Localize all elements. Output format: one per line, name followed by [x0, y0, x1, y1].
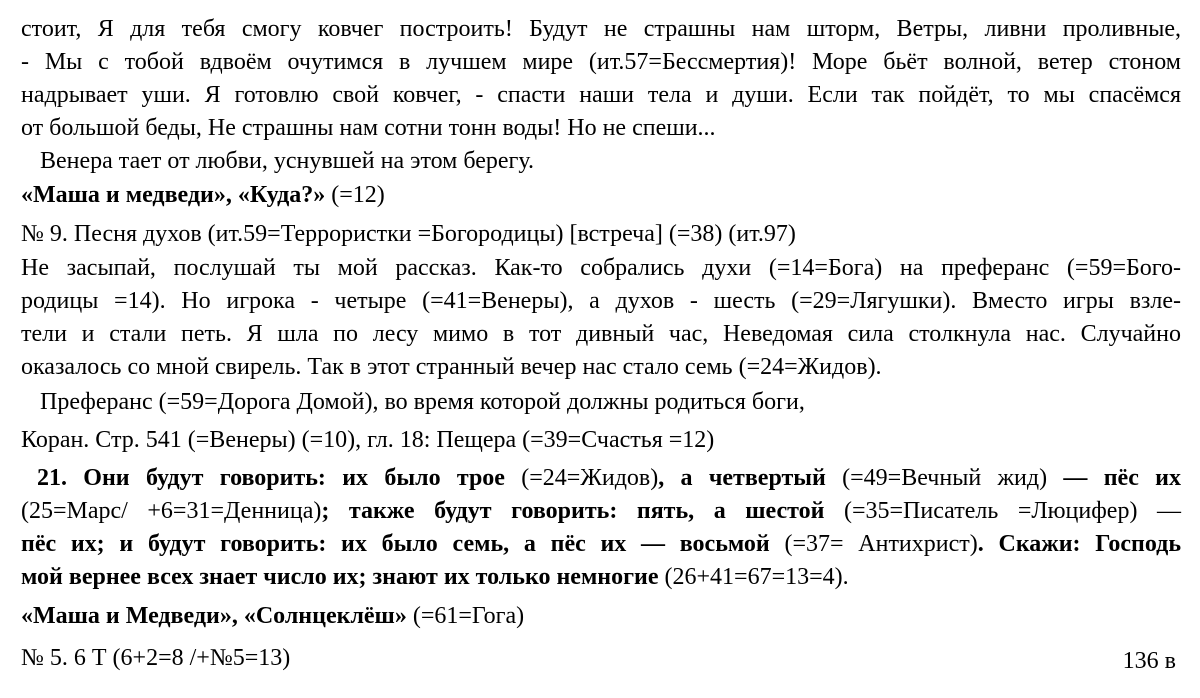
regular-text: (=35=Писатель =Люцифер) — — [843, 498, 1181, 524]
paragraph-quran-21-line — [21, 462, 1181, 495]
paragraph-quran-21-line — [21, 495, 1181, 528]
heading-masha-solnceklesh-line — [21, 600, 1181, 633]
bold-text: ; также будут говорить: пять, а шестой — [321, 498, 844, 524]
regular-text: № 5. 6 Т (6+2=8 /+№5=13) — [21, 645, 291, 671]
heading-masha-kuda — [21, 179, 1181, 212]
line-venera-line — [21, 145, 1181, 178]
paragraph-quran-21 — [21, 462, 1181, 594]
regular-text: Коран. Стр. 541 (=Венеры) (=10), гл. 18: Пещера (=39=Счастья =12) — [21, 427, 715, 453]
regular-text: (=37= Антихрист) — [784, 531, 978, 557]
line-preferans-line — [21, 386, 1181, 419]
paragraph-ark-song-line — [21, 13, 1181, 46]
paragraph-ark-song-line — [21, 112, 1181, 145]
line-no9-title — [21, 218, 1181, 251]
paragraph-spirits-line — [21, 285, 1181, 318]
regular-text: - Мы с тобой вдвоём очутимся в лучшем мире (ит.57=Бессмертия)! Море бьёт волной, ветер стоном — [21, 49, 1181, 75]
regular-text: от большой беды, Не страшны нам сотни тонн воды! Но не спеши... — [21, 115, 716, 141]
bold-text: — пёс их — [1063, 465, 1182, 491]
line-preferans — [21, 386, 1181, 419]
regular-text: (=12) — [325, 182, 385, 208]
line-venera — [21, 145, 1181, 178]
regular-text: № 9. Песня духов (ит.59=Террористки =Богородицы) [встреча] (=38) (ит.97) — [21, 221, 796, 247]
regular-text: тели и стали петь. Я шла по лесу мимо в тот дивный час, Неведомая сила столкнула нас. Случайно — [21, 321, 1181, 347]
bold-text: «Маша и Медведи», «Солнцеклёш» — [21, 603, 407, 629]
paragraph-spirits-line — [21, 318, 1181, 351]
bold-text: мой вернее всех знает число их; знают их только немногие — [21, 564, 665, 590]
line-koran — [21, 424, 1181, 457]
regular-text: (=24=Жидов) — [521, 465, 659, 491]
line-koran-line — [21, 424, 1181, 457]
paragraph-quran-21-line — [21, 561, 1181, 594]
paragraph-quran-21-line — [21, 528, 1181, 561]
regular-text: надрывает уши. Я готовлю свой ковчег, - спасти наши тела и души. Если так пойдёт, то мы спасёмся — [21, 82, 1181, 108]
line-no5-line — [21, 642, 1181, 675]
line-no5 — [21, 642, 1181, 675]
paragraph-ark-song — [21, 13, 1181, 145]
regular-text: Венера тает от любви, уснувшей на этом берегу. — [40, 148, 534, 174]
bold-text: пёс их; и будут говорить: их было семь, а пёс их — восьмой — [21, 531, 785, 557]
paragraph-spirits-line — [21, 252, 1181, 285]
regular-text: Преферанс (=59=Дорога Домой), во время которой должны родиться боги, — [40, 389, 805, 415]
paragraph-ark-song-line — [21, 79, 1181, 112]
bold-text: , а четвертый — [658, 465, 843, 491]
heading-masha-solnceklesh — [21, 600, 1181, 633]
regular-text: (=49=Вечный жид) — [842, 465, 1064, 491]
bold-text: «Маша и медведи», «Куда?» — [21, 182, 326, 208]
line-no9-title-line — [21, 218, 1181, 251]
bold-text: 21. Они будут говорить: их было трое — [37, 465, 522, 491]
regular-text: стоит, Я для тебя смогу ковчег построить! Будут не страшны нам шторм, Ветры, ливни проливные, — [21, 16, 1181, 42]
paragraph-spirits-line — [21, 351, 1181, 384]
heading-masha-kuda-line — [21, 179, 1181, 212]
regular-text: Не засыпай, послушай ты мой рассказ. Как-то собрались духи (=14=Бога) на преферанс (=59=Бого- — [21, 255, 1181, 281]
regular-text: (=61=Гога) — [406, 603, 525, 629]
regular-text: оказалось со мной свирель. Так в этот странный вечер нас стало семь (=24=Жидов). — [21, 354, 882, 380]
regular-text: (26+41=67=13=4). — [664, 564, 849, 590]
paragraph-ark-song-line — [21, 46, 1181, 79]
regular-text: (25=Марс/ +6=31=Денница) — [21, 498, 322, 524]
page-number: 136 в — [1122, 648, 1176, 674]
regular-text: родицы =14). Но игрока - четыре (=41=Венеры), а духов - шесть (=29=Лягушки). Вместо игры взле- — [21, 288, 1181, 314]
document-content — [21, 13, 1181, 675]
paragraph-spirits — [21, 252, 1181, 384]
bold-text: . Скажи: Господь — [977, 531, 1182, 557]
